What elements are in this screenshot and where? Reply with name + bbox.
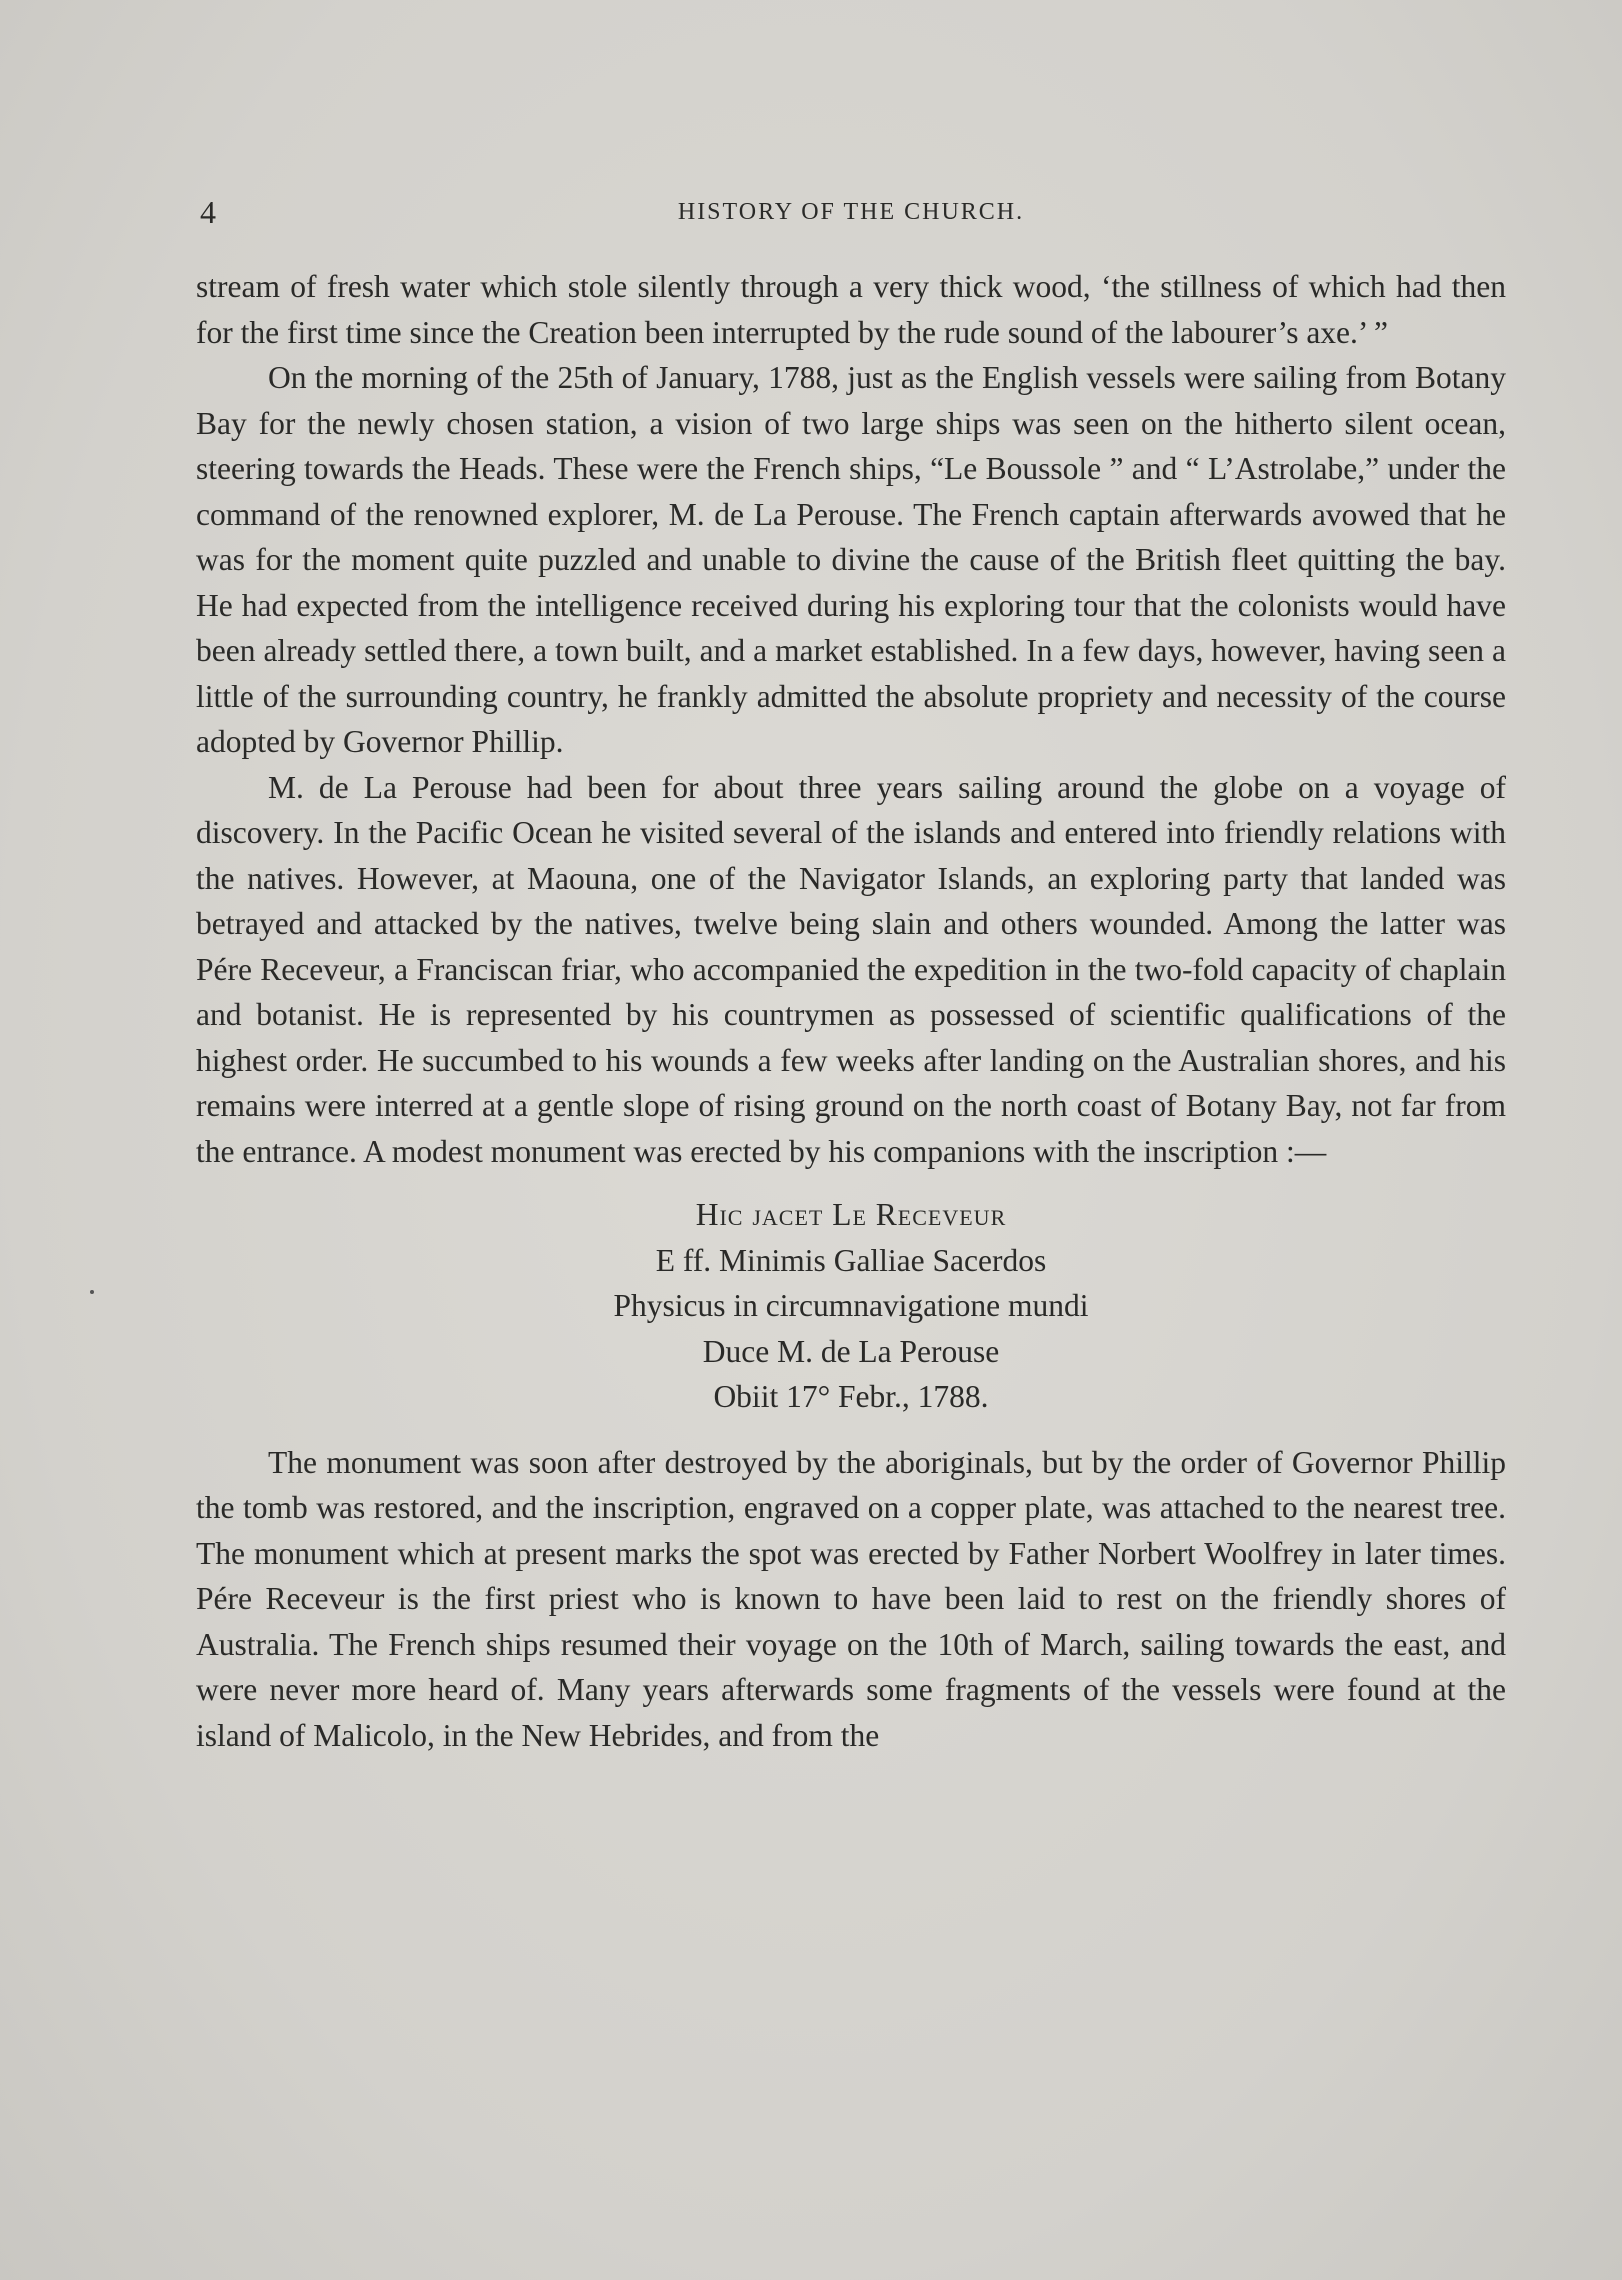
page-number: 4 xyxy=(200,194,216,230)
page-header xyxy=(196,192,1506,232)
paragraph-la-perouse-arrival: On the morning of the 25th of January, 1788, just as the English vessels were sailing from Botany Bay for the newly chosen station, a vision of two large ships was seen on the hitherto silent ocean, steering towards the Heads. These were the French ships, “Le Boussole ” and “ L’Astrolabe,” under the command of the renowned explorer, M. de La Perouse. The French captain afterwards avowed that he was for the moment quite puzzled and unable to divine the cause of the British fleet quitting the bay. He had expected from the intelligence received during his exploring tour that the colonists would have been already settled there, a town built, and a market established. In a few days, however, having seen a little of the surrounding country, he frankly admitted the absolute propriety and necessity of the course adopted by Governor Phillip. xyxy=(196,360,1506,759)
margin-speck xyxy=(90,1290,94,1294)
inscription-line: Duce M. de La Perouse xyxy=(702,1333,1000,1369)
inscription xyxy=(196,1192,1506,1420)
inscription-line: E ff. Minimis Galliae Sacerdos xyxy=(655,1242,1047,1278)
inscription-line: Hic jacet Le Receveur xyxy=(695,1197,1007,1232)
body-text xyxy=(196,264,1506,1758)
paragraph-receveur: M. de La Perouse had been for about three years sailing around the globe on a voyage of discovery. In the Pacific Ocean he visited several of the islands and entered into friendly relations with the natives. However, at Maouna, one of the Navigator Islands, an exploring party that landed was betrayed and attacked by the natives, twelve being slain and others wounded. Among the latter was Pére Receveur, a Franciscan friar, who accompanied the expedition in the two-fold capacity of chaplain and botanist. He is represented by his countrymen as possessed of scientific qualifications of the highest order. He succumbed to his wounds a few weeks after landing on the Australian shores, and his remains were interred at a gentle slope of rising ground on the north coast of Botany Bay, not far from the entrance. A modest monument was erected by his companions with the inscription :— xyxy=(196,769,1506,1169)
paragraph-continuation: stream of fresh water which stole silently through a very thick wood, ‘the stillness of which had then for the first time since the Creation been interrupted by the rude sound of the labourer’s axe.’ ” xyxy=(196,269,1506,350)
running-head: HISTORY OF THE CHURCH. xyxy=(677,199,1025,225)
inscription-line: Physicus in circumnavigatione mundi xyxy=(613,1288,1089,1323)
inscription-line: Obiit 17° Febr., 1788. xyxy=(713,1379,989,1414)
paragraph-monument: The monument was soon after destroyed by the aboriginals, but by the order of Governor Phillip the tomb was restored, and the inscription, engraved on a copper plate, was attached to the nearest tree. The monument which at present marks the spot was erected by Father Norbert Woolfrey in later times. Pére Receveur is the first priest who is known to have been laid to rest on the friendly shores of Australia. The French ships resumed their voyage on the 10th of March, sailing towards the east, and were never more heard of. Many years afterwards some fragments of the vessels were found at the island of Malicolo, in the New Hebrides, and from the xyxy=(196,1444,1506,1753)
